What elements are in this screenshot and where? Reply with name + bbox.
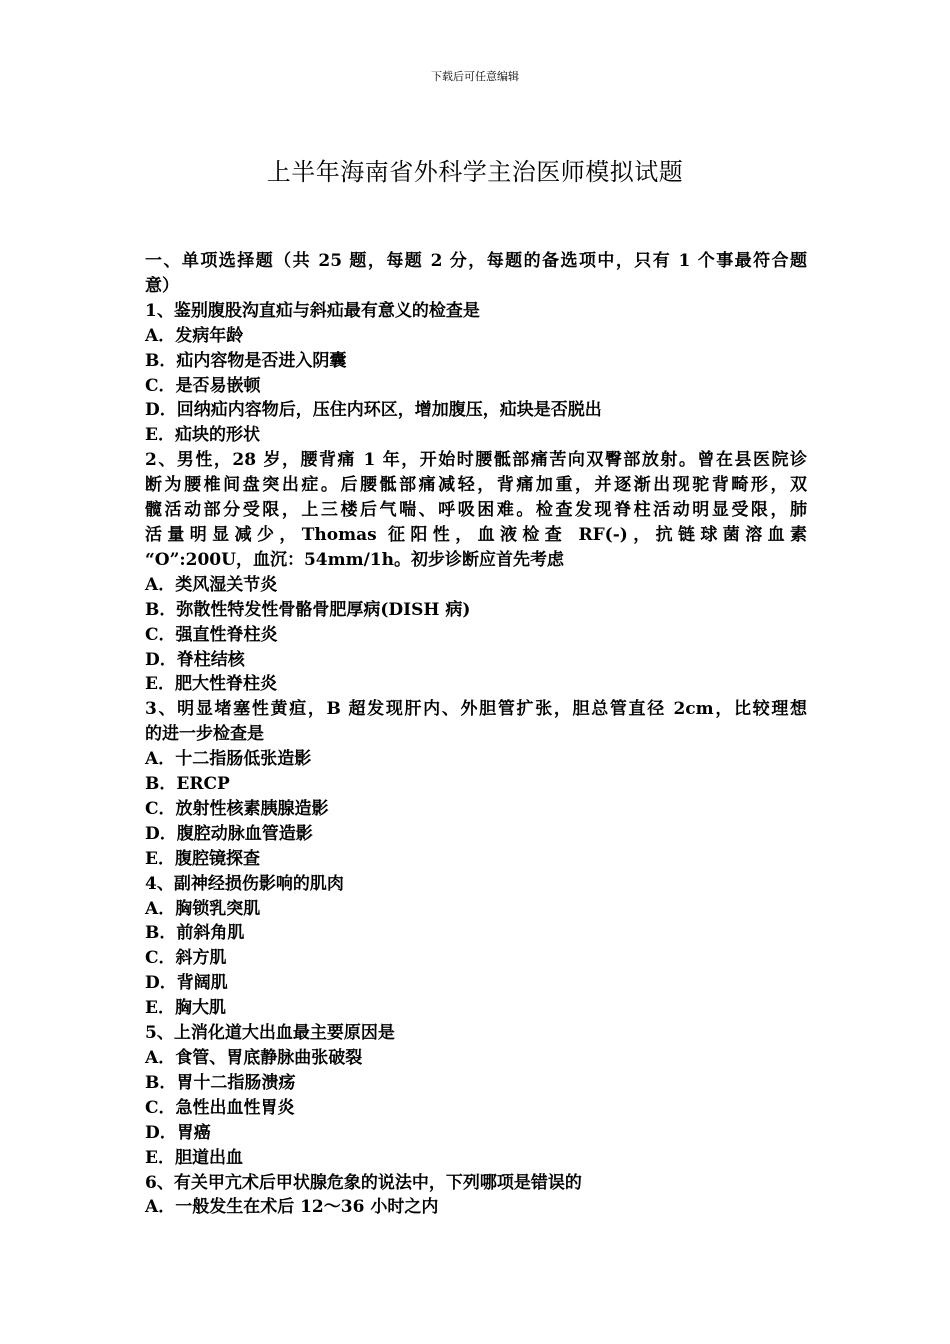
question-1	[145, 299, 807, 448]
question-stem: 5、上消化道大出血最主要原因是	[145, 1023, 395, 1044]
question-stem: 6、有关甲亢术后甲状腺危象的说法中，下列哪项是错误的	[145, 1172, 582, 1193]
question-stem: 1、鉴别腹股沟直疝与斜疝最有意义的检查是	[145, 300, 480, 321]
option-e: E．胆道出血	[145, 1147, 243, 1168]
option-c: C．急性出血性胃炎	[145, 1097, 295, 1118]
option-d: D．腹腔动脉血管造影	[145, 823, 313, 844]
option-b: B．疝内容物是否进入阴囊	[145, 350, 347, 371]
option-a: A．一般发生在术后 12～36 小时之内	[145, 1197, 439, 1218]
option-b: B．弥散性特发性骨骼骨肥厚病(DISH 病)	[145, 599, 471, 620]
option-e: E．疝块的形状	[145, 425, 260, 446]
section-heading-cont: 意）	[145, 275, 179, 296]
question-4	[145, 872, 807, 1021]
question-5	[145, 1021, 807, 1170]
question-stem-cont: 活量明显减少，Thomas 征阳性，血液检查 RF(-)，抗链球菌溶血素	[145, 524, 807, 545]
option-a: A．胸锁乳突肌	[145, 898, 261, 919]
page-title: 上半年海南省外科学主治医师模拟试题	[266, 158, 684, 186]
question-stem-cont: 髋活动部分受限，上三楼后气喘、呼吸困难。检查发现脊柱活动明显受限，肺	[145, 500, 807, 521]
section-heading: 一、单项选择题（共 25 题，每题 2 分，每题的备选项中，只有 1 个事最符合题	[145, 251, 807, 271]
option-e: E．肥大性脊柱炎	[145, 674, 277, 695]
question-stem-cont: 的进一步检查是	[145, 724, 264, 745]
option-e: E．胸大肌	[145, 998, 226, 1019]
option-b: B．前斜角肌	[145, 923, 245, 944]
header-note: 下载后可任意编辑	[431, 70, 519, 83]
question-3	[145, 697, 807, 871]
option-d: D．脊柱结核	[145, 649, 245, 670]
option-c: C．斜方肌	[145, 948, 227, 969]
option-c: C．是否易嵌顿	[145, 375, 261, 396]
option-a: A．十二指肠低张造影	[145, 749, 312, 770]
question-2	[145, 448, 807, 697]
option-c: C．放射性核素胰腺造影	[145, 798, 329, 819]
option-a: A．发病年龄	[145, 325, 244, 346]
question-stem: 4、副神经损伤影响的肌肉	[145, 873, 344, 894]
option-a: A．类风湿关节炎	[145, 574, 278, 595]
option-b: B．ERCP	[145, 774, 230, 795]
option-a: A．食管、胃底静脉曲张破裂	[145, 1048, 363, 1068]
exam-body	[145, 249, 807, 1220]
question-6	[145, 1171, 807, 1221]
option-c: C．强直性脊柱炎	[145, 624, 278, 645]
option-d: D．胃癌	[145, 1122, 211, 1143]
question-stem-cont: 断为腰椎间盘突出症。后腰骶部痛减轻，背痛加重，并逐渐出现驼背畸形，双	[145, 475, 807, 496]
option-d: D．回纳疝内容物后，压住内环区，增加腹压，疝块是否脱出	[145, 400, 602, 421]
question-stem: 3、明显堵塞性黄疸，B 超发现肝内、外胆管扩张，胆总管直径 2cm，比较理想	[145, 699, 807, 720]
question-stem: 2、男性，28 岁，腰背痛 1 年，开始时腰骶部痛苦向双臀部放射。曾在县医院诊	[145, 450, 807, 471]
option-d: D．背阔肌	[145, 973, 228, 994]
option-e: E．腹腔镜探查	[145, 848, 260, 869]
option-b: B．胃十二指肠溃疡	[145, 1072, 296, 1093]
question-stem-cont: “O”:200U，血沉：54mm/1h。初步诊断应首先考虑	[145, 549, 564, 570]
